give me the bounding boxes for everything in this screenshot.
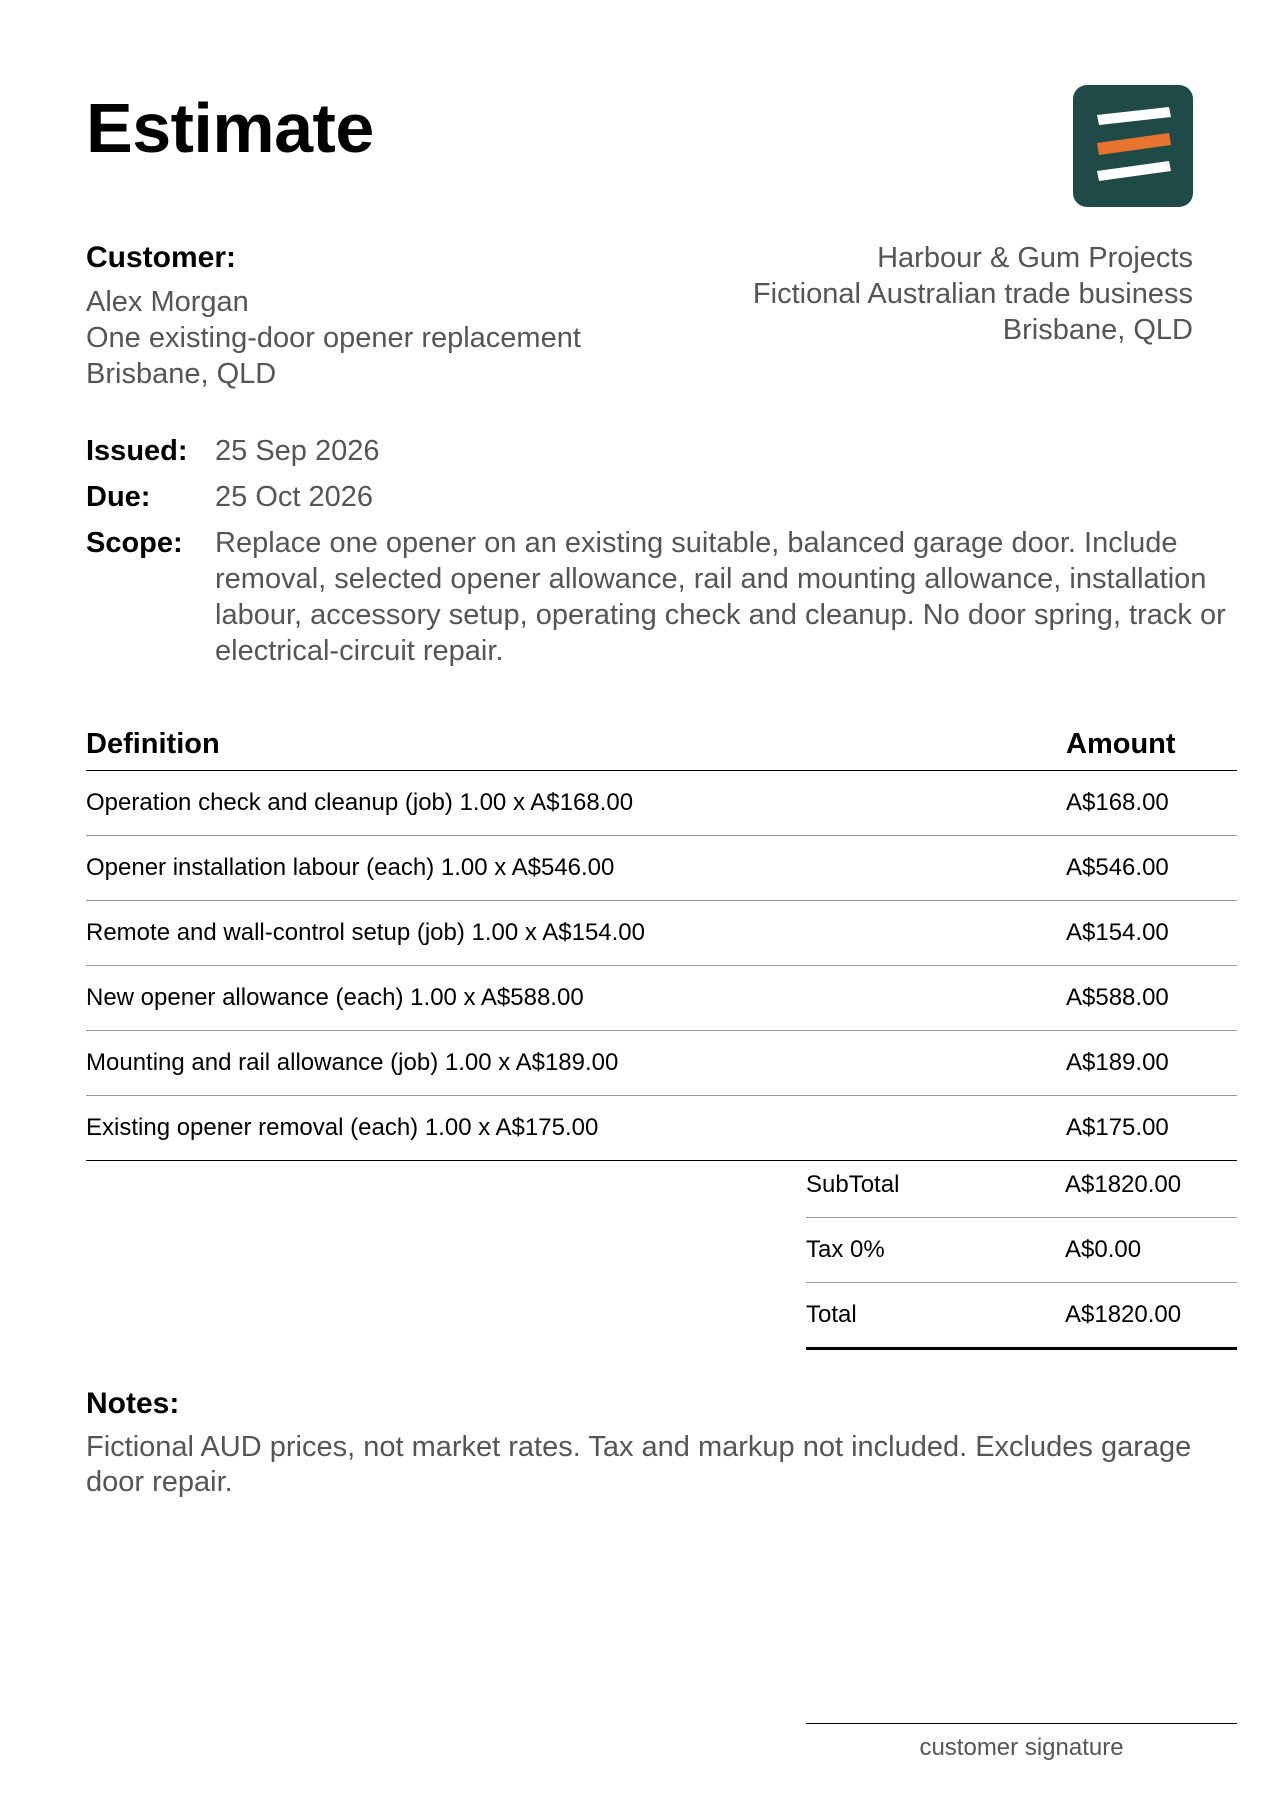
notes-text: Fictional AUD prices, not market rates. Tax and markup not included. Excludes garage door repair.	[86, 1431, 1192, 1498]
scope-row	[86, 525, 1235, 669]
business-name: Harbour & Gum Projects	[877, 242, 1193, 274]
customer-job: One existing-door opener replacement	[86, 322, 581, 354]
tax-label: Tax 0%	[806, 1218, 1065, 1283]
customer-location: Brisbane, QLD	[86, 358, 277, 390]
due-row	[86, 479, 1235, 515]
tax-row	[806, 1218, 1237, 1283]
customer-label: Customer:	[86, 241, 237, 274]
table-row	[86, 966, 1237, 1031]
table-header-row	[86, 720, 1237, 771]
table-row	[86, 771, 1237, 836]
amount-header: Amount	[1066, 720, 1237, 771]
table-row	[86, 901, 1237, 966]
subtotal-value: A$1820.00	[1065, 1153, 1237, 1218]
issued-label: Issued:	[86, 435, 188, 467]
scope-text: Replace one opener on an existing suitable, balanced garage door. Include removal, selected opener allowance, rail and mounting allowance, installation labour, accessory setup, operating check and cleanup. No door spring, track or electrical-circuit repair.	[215, 527, 1226, 667]
item-amount: A$168.00	[1066, 771, 1237, 836]
scope-label: Scope:	[86, 527, 183, 559]
definition-header: Definition	[86, 720, 1066, 771]
total-label: Total	[806, 1283, 1065, 1349]
item-definition: Operation check and cleanup (job) 1.00 x A$168.00	[86, 771, 1066, 836]
due-date: 25 Oct 2026	[215, 481, 373, 513]
due-label: Due:	[86, 481, 151, 513]
item-amount: A$175.00	[1066, 1096, 1237, 1161]
item-amount: A$588.00	[1066, 966, 1237, 1031]
item-amount: A$154.00	[1066, 901, 1237, 966]
notes-section	[86, 1386, 1206, 1500]
issued-row	[86, 433, 1235, 469]
total-row	[806, 1283, 1237, 1349]
business-location: Brisbane, QLD	[1002, 314, 1193, 346]
table-row	[86, 1031, 1237, 1096]
business-logo	[1073, 85, 1193, 207]
item-definition: Remote and wall-control setup (job) 1.00 x A$154.00	[86, 901, 1066, 966]
line-items-table	[86, 720, 1237, 1161]
item-amount: A$189.00	[1066, 1031, 1237, 1096]
item-definition: New opener allowance (each) 1.00 x A$588.00	[86, 966, 1066, 1031]
item-definition: Existing opener removal (each) 1.00 x A$175.00	[86, 1096, 1066, 1161]
signature-label: customer signature	[919, 1734, 1124, 1761]
table-row	[86, 836, 1237, 901]
item-amount: A$546.00	[1066, 836, 1237, 901]
document-title: Estimate	[86, 89, 374, 167]
customer-block	[86, 240, 581, 392]
item-definition: Opener installation labour (each) 1.00 x A$546.00	[86, 836, 1066, 901]
issued-date: 25 Sep 2026	[215, 435, 380, 467]
business-block	[753, 240, 1193, 348]
customer-name: Alex Morgan	[86, 286, 249, 318]
table-row	[86, 1096, 1237, 1161]
item-definition: Mounting and rail allowance (job) 1.00 x A$189.00	[86, 1031, 1066, 1096]
business-description: Fictional Australian trade business	[752, 278, 1193, 310]
totals-table	[806, 1153, 1237, 1350]
total-value: A$1820.00	[1065, 1283, 1237, 1349]
signature-line	[806, 1723, 1237, 1762]
subtotal-row	[806, 1153, 1237, 1218]
subtotal-label: SubTotal	[806, 1153, 1065, 1218]
notes-label: Notes:	[86, 1387, 180, 1420]
estimate-meta	[86, 433, 1235, 679]
tax-value: A$0.00	[1065, 1218, 1237, 1283]
